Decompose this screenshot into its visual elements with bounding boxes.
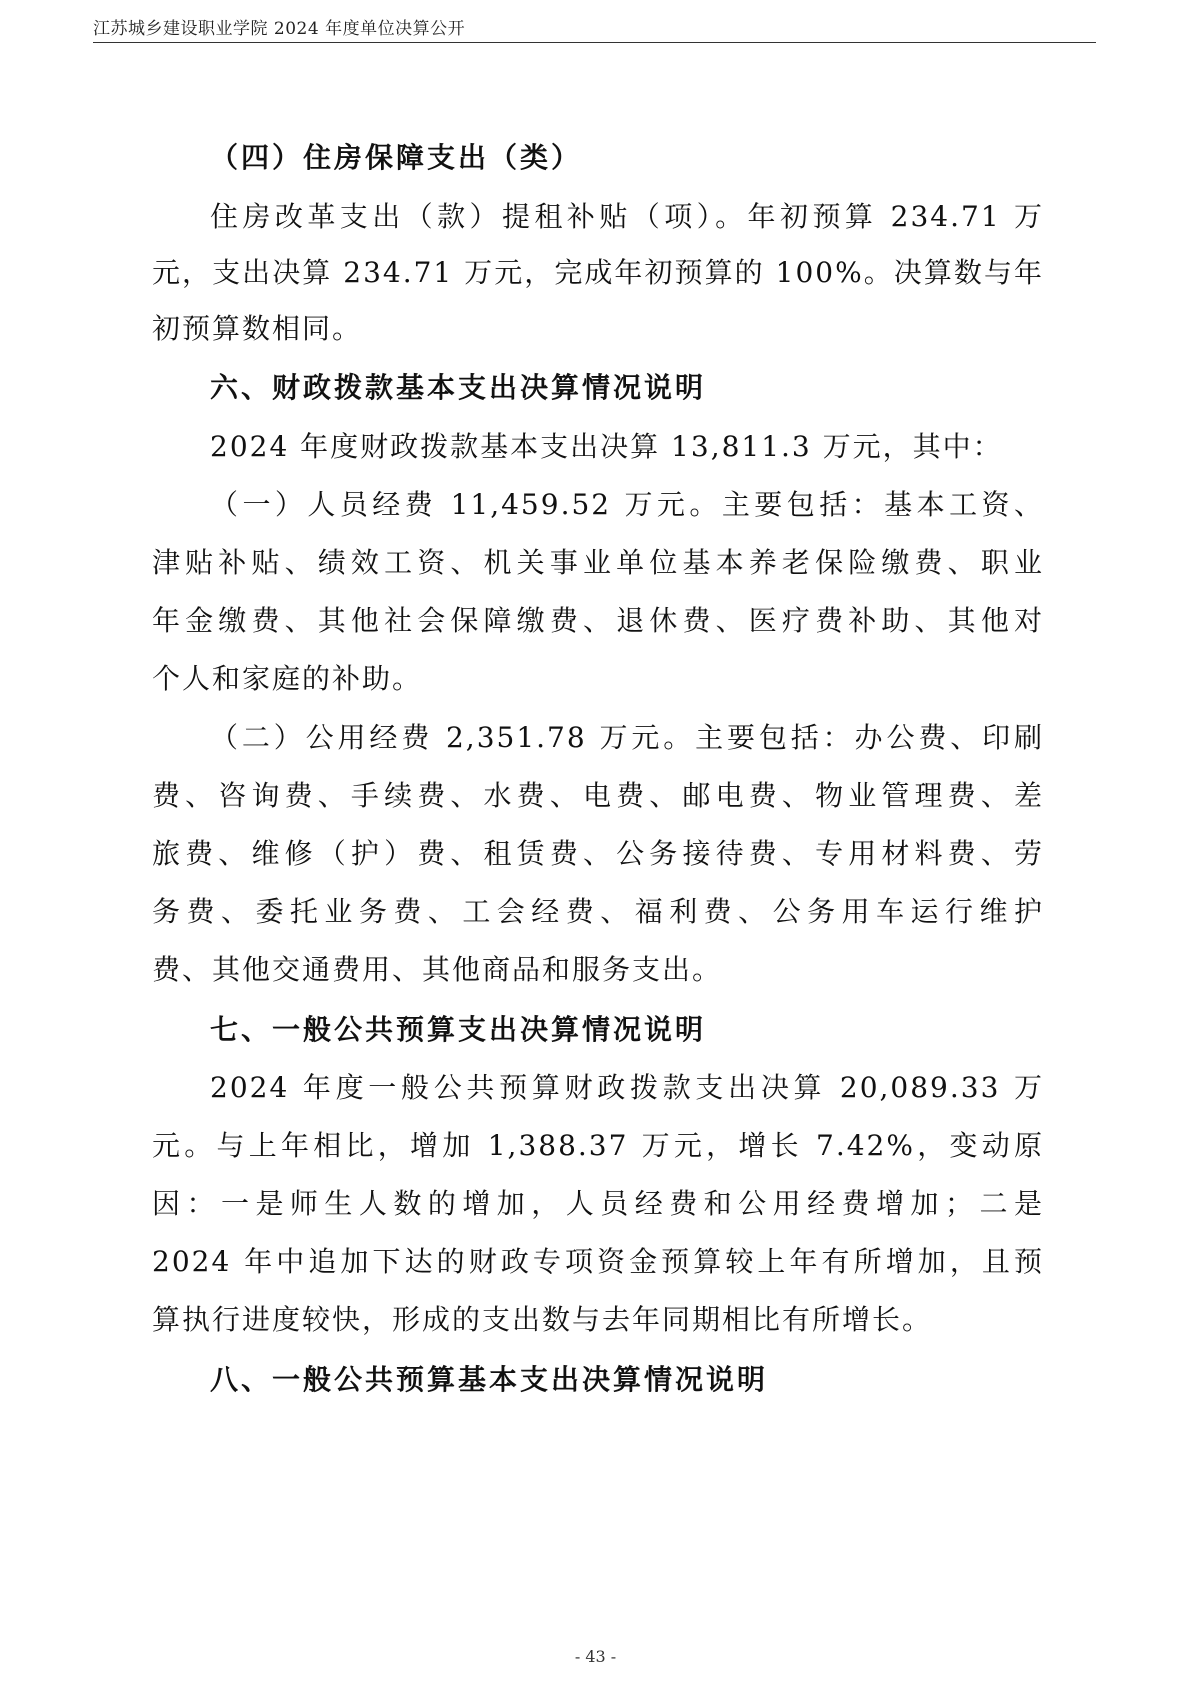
- paragraph-line: 务费、委托业务费、工会经费、福利费、公务用车运行维护: [152, 895, 1044, 928]
- paragraph-line: 费、其他交通费用、其他商品和服务支出。: [152, 953, 723, 986]
- page-number: - 43 -: [574, 1647, 617, 1666]
- paragraph-line: 元，支出决算 234.71 万元，完成年初预算的 100%。决算数与年: [152, 256, 1044, 289]
- paragraph-line: （一）人员经费 11,459.52 万元。主要包括：基本工资、: [210, 488, 1044, 521]
- section-heading: 六、财政拨款基本支出决算情况说明: [210, 371, 707, 404]
- header-divider: [93, 42, 1096, 43]
- paragraph-line: 算执行进度较快，形成的支出数与去年同期相比有所增长。: [152, 1303, 933, 1336]
- paragraph-line: 津贴补贴、绩效工资、机关事业单位基本养老保险缴费、职业: [152, 546, 1044, 579]
- paragraph-line: 住房改革支出（款）提租补贴（项）。年初预算 234.71 万: [210, 200, 1044, 233]
- paragraph-line: 个人和家庭的补助。: [152, 662, 423, 695]
- section-heading: 八、一般公共预算基本支出决算情况说明: [210, 1363, 769, 1396]
- paragraph-line: （二）公用经费 2,351.78 万元。主要包括：办公费、印刷: [210, 721, 1044, 754]
- paragraph-line: 旅费、维修（护）费、租赁费、公务接待费、专用材料费、劳: [152, 837, 1044, 870]
- paragraph-line: 2024 年度财政拨款基本支出决算 13,811.3 万元，其中：: [210, 430, 1003, 463]
- paragraph-line: 因：一是师生人数的增加，人员经费和公用经费增加；二是: [152, 1187, 1044, 1220]
- section-heading: （四）住房保障支出（类）: [210, 141, 583, 174]
- section-heading: 七、一般公共预算支出决算情况说明: [210, 1013, 707, 1046]
- paragraph-line: 2024 年度一般公共预算财政拨款支出决算 20,089.33 万: [210, 1071, 1044, 1104]
- paragraph-line: 初预算数相同。: [152, 312, 363, 345]
- paragraph-line: 年金缴费、其他社会保障缴费、退休费、医疗费补助、其他对: [152, 604, 1044, 637]
- page-header: 江苏城乡建设职业学院 2024 年度单位决算公开: [93, 19, 466, 39]
- paragraph-line: 费、咨询费、手续费、水费、电费、邮电费、物业管理费、差: [152, 779, 1044, 812]
- paragraph-line: 2024 年中追加下达的财政专项资金预算较上年有所增加，且预: [152, 1245, 1044, 1278]
- paragraph-line: 元。与上年相比，增加 1,388.37 万元，增长 7.42%，变动原: [152, 1129, 1044, 1162]
